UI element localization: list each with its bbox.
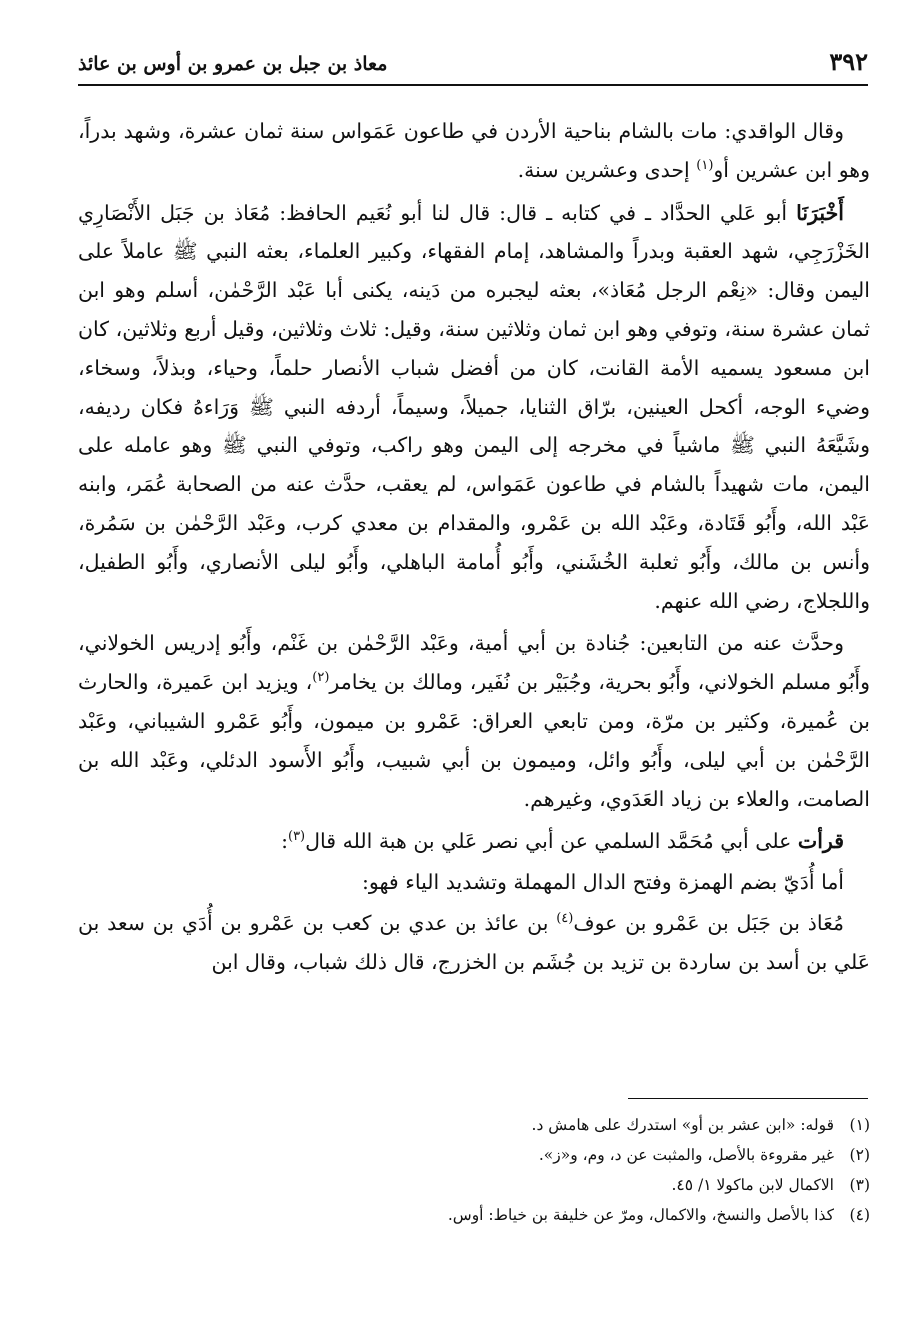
page-header: [78, 40, 868, 86]
paragraph-waqidi: [78, 112, 870, 190]
footnote-ref-3: (٣): [287, 829, 306, 845]
footnote-text: غير مقروءة بالأصل، والمثبت عن د، وم، و«ز».: [538, 1146, 834, 1164]
footnote-2: [78, 1140, 870, 1170]
footnote-number: (١): [849, 1116, 870, 1134]
main-text: [78, 112, 870, 986]
paragraph-akhbarana: [78, 194, 870, 621]
footnote-text: قوله: «ابن عشر بن أو» استدرك على هامش د.: [531, 1116, 834, 1134]
paragraph-text: أما أُدَيّ بضم الهمزة وفتح الدال المهملة وتشديد الياء فهو:: [361, 870, 844, 895]
paragraph-text: على أبي مُحَمَّد السلمي عن أبي نصر عَلي بن هبة الله قال: [305, 829, 798, 854]
running-title: معاذ بن جبل بن عمرو بن أوس بن عائذ: [78, 53, 388, 75]
footnote-ref-4: (٤): [556, 911, 574, 927]
paragraph-text: بن عائذ بن عدي بن كعب بن عَمْرو بن أُدَي بن سعد بن عَلي بن أسد بن ساردة بن تزيد بن جُشَم بن الخزرج، قال ذلك شباب، وقال ابن: [78, 910, 870, 974]
paragraph-text: وحدَّث عنه من التابعين: جُنادة بن أبي أمية، وعَبْد الرَّحْمٰن بن غَنْم، وأَبُو إدريس الخولاني، وأَبُو مسلم الخولاني، وأَبُو بحرية، وجُبَيْر بن نُفَير، ومالك بن يخامر: [78, 631, 870, 695]
paragraph-text: مُعَاذ بن جَبَل بن عَمْرو بن عوف: [573, 910, 845, 935]
footnote-3: [78, 1170, 870, 1200]
footnote-number: (٢): [849, 1146, 870, 1164]
paragraph-nasab: [78, 904, 870, 982]
footnote-number: (٤): [849, 1206, 870, 1224]
paragraph-text: ، ويزيد ابن عَميرة، والحارث بن عُميرة، وكثير بن مرّة، ومن تابعي العراق: عَمْرو بن ميمون، وأَبُو عَمْرو الشيباني، وعَبْد الرَّحْمٰن بن أبي ليلى، وأَبُو وائل، وميمون بن أبي شبيب، وأَبُو الأَسود الدئلي، وعَبْد الله بن الصامت، والعلاء بن زياد العَدَوي، وغيرهم.: [78, 670, 870, 811]
footnote-number: (٣): [849, 1176, 870, 1194]
footnotes: [78, 1110, 870, 1230]
footnote-divider: [628, 1098, 868, 1099]
paragraph-udayy: [78, 863, 870, 902]
footnote-ref-2: (٢): [312, 670, 330, 686]
paragraph-lead: قرأت: [797, 829, 844, 854]
footnote-1: [78, 1110, 870, 1140]
paragraph-text: أبو عَلي الحدَّاد ـ في كتابه ـ قال: قال لنا أبو نُعَيم الحافظ: مُعَاذ بن جَبَل الأَنْصَارِي الخَزْرَجِي، شهد العقبة وبدراً والمشاهد، إمام الفقهاء، وكبير العلماء، بعثه النبي ﷺ عاملاً على اليمن وقال: «نِعْم الرجل مُعَاذ»، بعثه ليجبره من دَينه، يكنى أبا عَبْد الرَّحْمٰن، أسلم وهو ابن ثمان عشرة سنة، وتوفي وهو ابن ثمان وثلاثين سنة، وقيل: ثلاث وثلاثين، وقيل أربع وثلاثين، كان ابن مسعود يسميه الأمة القانت، كان من أفضل شباب الأنصار حلماً، وحياء، وبذلاً، وسخاء، وضيء الوجه، أكحل العينين، برّاق الثنايا، جميلاً، وسيماً، أردفه النبي ﷺ وَرَاءهُ فكان رديفه، وشَيَّعَهُ النبي ﷺ ماشياً في مخرجه إلى اليمن وهو راكب، وتوفي النبي ﷺ وهو عامله على اليمن، مات شهيداً بالشام في طاعون عَمَواس، لم يعقب، حدَّث عنه من الصحابة عُمَر، وابنه عَبْد الله، وأَبُو قَتَادة، وعَبْد الله بن عَمْرو، والمقدام بن معدي كرب، وعَبْد الرَّحْمٰن بن سَمُرة، وأنس بن مالك، وأَبُو ثعلبة الخُشَني، وأَبُو أُمامة الباهلي، وأَبُو ليلى الأنصاري، وأَبُو الطفيل، واللجلاج، رضي الله عنهم.: [78, 200, 870, 613]
paragraph-text: إحدى وعشرين سنة.: [517, 157, 697, 182]
footnote-4: [78, 1200, 870, 1230]
paragraph-qaraat: [78, 822, 870, 861]
paragraph-lead: أَخْبَرَنَا: [796, 200, 844, 225]
footnote-ref-1: (١): [696, 157, 714, 173]
footnote-text: كذا بالأصل والنسخ، والاكمال، ومرّ عن خليفة بن خياط: أوس.: [447, 1206, 834, 1224]
page-number: ٣٩٢: [829, 47, 868, 76]
paragraph-tabiin: [78, 624, 870, 818]
paragraph-text: وقال الواقدي: مات بالشام بناحية الأردن في طاعون عَمَواس سنة ثمان عشرة، وشهد بدراً، وهو ابن عشرين أو: [78, 119, 870, 182]
footnote-text: الاكمال لابن ماكولا ١/ ٤٥.: [671, 1176, 834, 1194]
paragraph-text: :: [281, 829, 288, 854]
